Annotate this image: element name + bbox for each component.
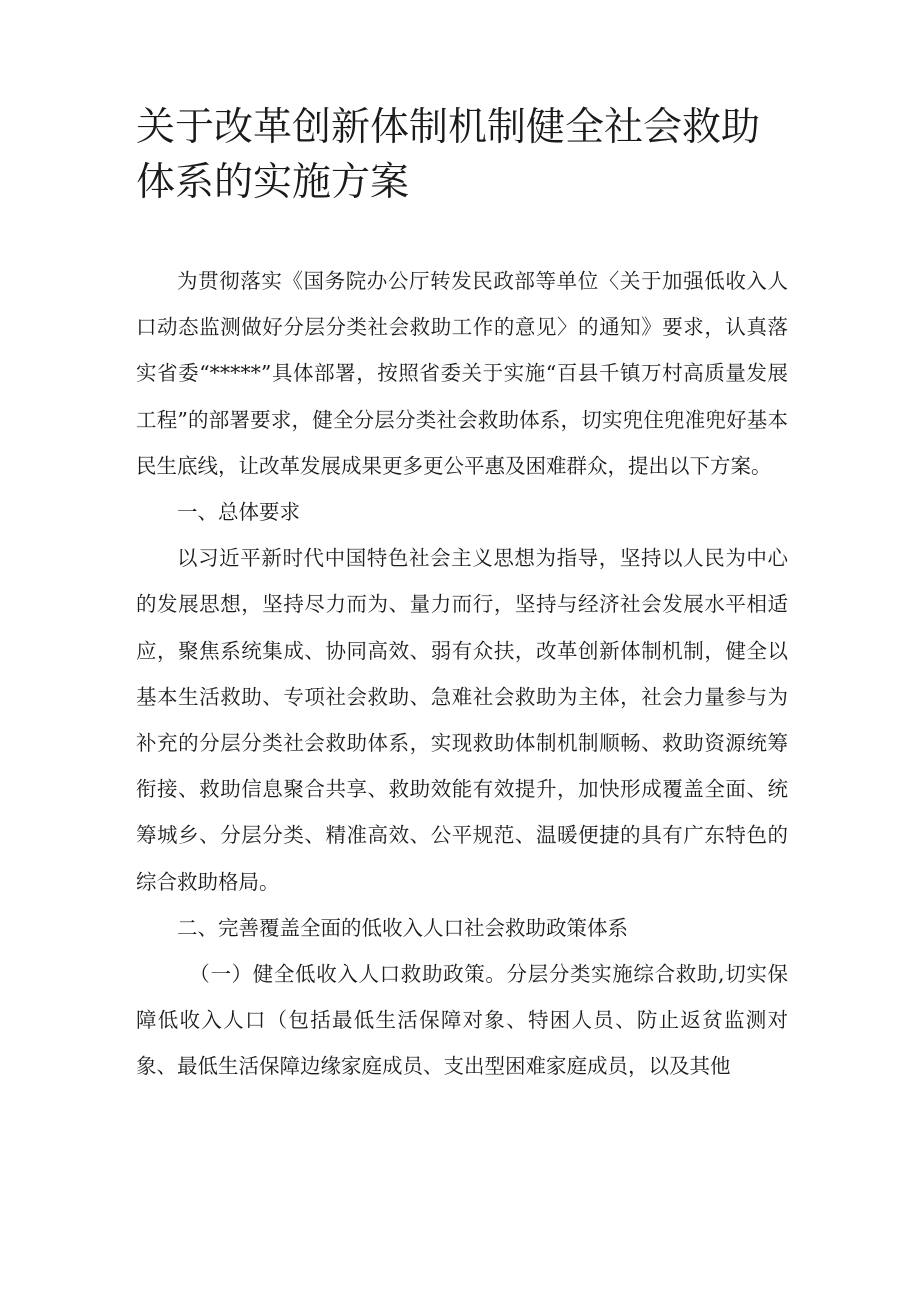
- subsection-1-paragraph: （一）健全低收入人口救助政策。分层分类实施综合救助,切实保障低收入人口（包括最低生活保障对象、特困人员、防止返贫监测对象、最低生活保障边缘家庭成员、支出型困难家庭成员，以及其他: [136, 962, 788, 1079]
- document-body: [136, 258, 788, 1090]
- document-title: 关于改革创新体制机制健全社会救助体系的实施方案: [136, 105, 761, 205]
- section-heading-2: 二、完善覆盖全面的低收入人口社会救助政策体系: [177, 915, 628, 940]
- section-1-paragraph: 以习近平新时代中国特色社会主义思想为指导，坚持以人民为中心的发展思想，坚持尽力而为、量力而行，坚持与经济社会发展水平相适应，聚焦系统集成、协同高效、弱有众扶，改革创新体制机制，健全以基本生活救助、专项社会救助、急难社会救助为主体，社会力量参与为补充的分层分类社会救助体系，实现救助体制机制顺畅、救助资源统筹衔接、救助信息聚合共享、救助效能有效提升，加快形成覆盖全面、统筹城乡、分层分类、精准高效、公平规范、温暖便捷的具有广东特色的综合救助格局。: [136, 546, 788, 894]
- section-heading-1: 一、总体要求: [177, 500, 300, 525]
- intro-paragraph: 为贯彻落实《国务院办公厅转发民政部等单位〈关于加强低收入人口动态监测做好分层分类社会救助工作的意见〉的通知》要求，认真落实省委“*****”具体部署，按照省委关于实施“百县千镇万村高质量发展工程”的部署要求，健全分层分类社会救助体系，切实兜住兜准兜好基本民生底线，让改革发展成果更多更公平惠及困难群众，提出以下方案。: [136, 269, 788, 478]
